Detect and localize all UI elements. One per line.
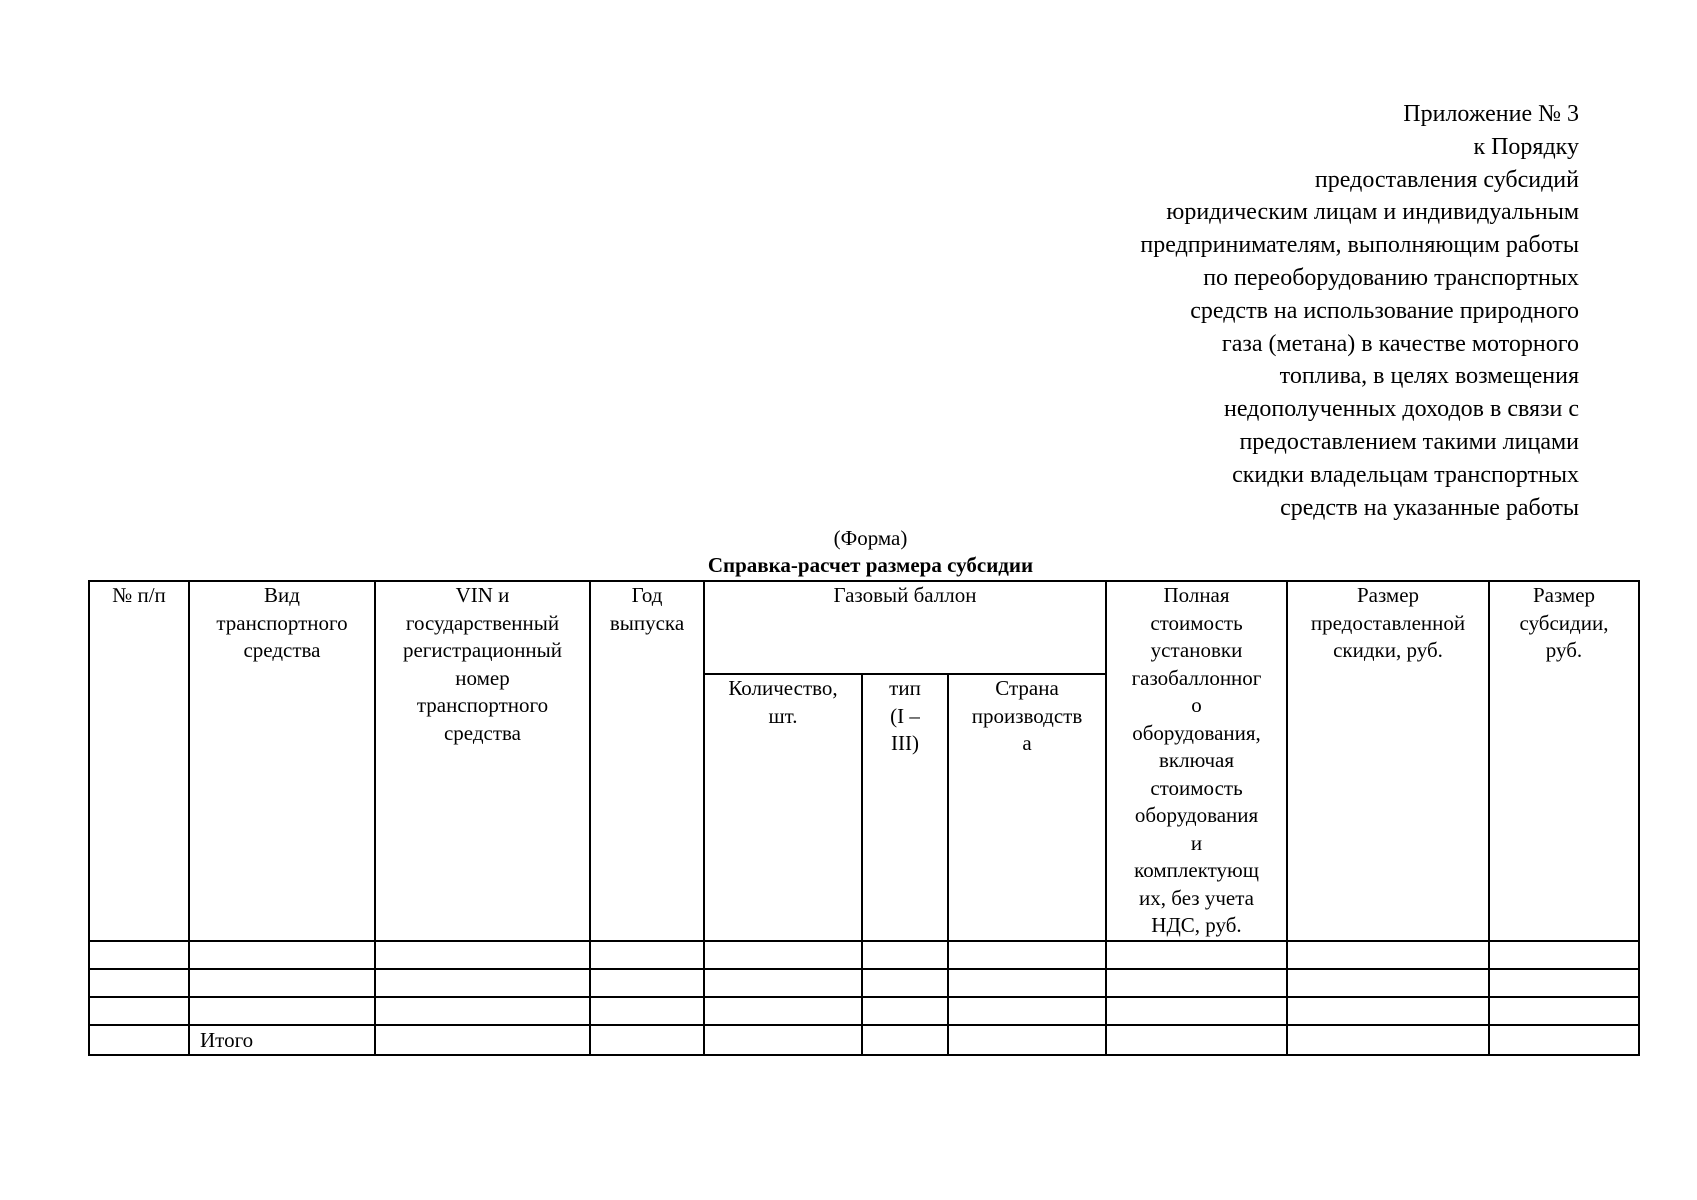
table-cell[interactable] [375, 997, 590, 1025]
appendix-line: недополученных доходов в связи с [1224, 396, 1579, 423]
table-cell[interactable] [1287, 1025, 1489, 1055]
appendix-line: юридическим лицам и индивидуальным [1166, 199, 1579, 226]
appendix-header [959, 98, 1579, 524]
header-gas-cylinder: Газовый баллон [704, 581, 1106, 674]
appendix-line: предоставления субсидий [1314, 166, 1579, 193]
table-cell[interactable] [1489, 941, 1639, 969]
total-row [89, 1025, 1639, 1055]
table-row [89, 997, 1639, 1025]
appendix-line: Приложение № 3 [1403, 101, 1579, 127]
table-cell[interactable] [1287, 997, 1489, 1025]
table-cell[interactable] [590, 941, 704, 969]
appendix-line: средств на использование природного [1190, 297, 1579, 324]
appendix-line: предоставлением такими лицами [1239, 428, 1579, 455]
header-country: Страна производств а [948, 674, 1106, 940]
table-cell[interactable] [89, 1025, 189, 1055]
table-cell[interactable] [89, 997, 189, 1025]
table-cell[interactable] [590, 1025, 704, 1055]
header-quantity: Количество, шт. [704, 674, 862, 940]
form-label: (Форма) [833, 526, 908, 550]
table-cell[interactable] [704, 997, 862, 1025]
table-cell[interactable] [1489, 997, 1639, 1025]
appendix-line: к Порядку [1473, 133, 1579, 160]
table-cell[interactable] [375, 941, 590, 969]
table-cell[interactable] [1489, 1025, 1639, 1055]
appendix-line: скидки владельцам транспортных [1232, 461, 1579, 488]
table-row [89, 969, 1639, 997]
appendix-line: топлива, в целях возмещения [1279, 363, 1579, 390]
table-cell[interactable] [948, 969, 1106, 997]
table-row [89, 941, 1639, 969]
table-cell[interactable] [862, 969, 948, 997]
table-cell[interactable] [1106, 997, 1287, 1025]
table-cell[interactable] [948, 1025, 1106, 1055]
document-title: Справка-расчет размера субсидии [707, 553, 1034, 577]
table-cell[interactable] [704, 969, 862, 997]
header-vehicle-type: Вид транспортного средства [189, 581, 375, 941]
table-cell[interactable] [704, 941, 862, 969]
subsidy-calculation-table [88, 580, 1640, 1056]
header-num: № п/п [89, 581, 189, 941]
table-cell[interactable] [1106, 1025, 1287, 1055]
appendix-line: средств на указанные работы [1280, 494, 1579, 521]
total-label: Итого [189, 1025, 375, 1055]
header-full-cost: Полная стоимость установки газобаллонног о оборудования, включая стоимость оборудования и комплектующ их, без учета НДС, руб. [1106, 581, 1287, 941]
table-cell[interactable] [1287, 969, 1489, 997]
table-cell[interactable] [1106, 941, 1287, 969]
appendix-line: по переоборудованию транспортных [1203, 264, 1579, 291]
table-cell[interactable] [948, 941, 1106, 969]
table-cell[interactable] [1489, 969, 1639, 997]
appendix-line: предпринимателям, выполняющим работы [1140, 232, 1579, 259]
table-cell[interactable] [590, 997, 704, 1025]
table-cell[interactable] [704, 1025, 862, 1055]
table-cell[interactable] [862, 997, 948, 1025]
table-cell[interactable] [590, 969, 704, 997]
table-cell[interactable] [189, 997, 375, 1025]
table-cell[interactable] [1287, 941, 1489, 969]
table-cell[interactable] [1106, 969, 1287, 997]
table-cell[interactable] [89, 941, 189, 969]
header-cylinder-type: тип (I – III) [862, 674, 948, 940]
table-cell[interactable] [375, 969, 590, 997]
table-cell[interactable] [862, 1025, 948, 1055]
table-cell[interactable] [189, 941, 375, 969]
header-year: Год выпуска [590, 581, 704, 941]
table-cell[interactable] [375, 1025, 590, 1055]
table-cell[interactable] [89, 969, 189, 997]
table-cell[interactable] [948, 997, 1106, 1025]
header-discount: Размер предоставленной скидки, руб. [1287, 581, 1489, 941]
header-row [89, 581, 1639, 674]
appendix-line: газа (метана) в качестве моторного [1221, 330, 1579, 357]
table-cell[interactable] [862, 941, 948, 969]
header-subsidy: Размер субсидии, руб. [1489, 581, 1639, 941]
header-vin: VIN и государственный регистрационный номер транспортного средства [375, 581, 590, 941]
table-cell[interactable] [189, 969, 375, 997]
